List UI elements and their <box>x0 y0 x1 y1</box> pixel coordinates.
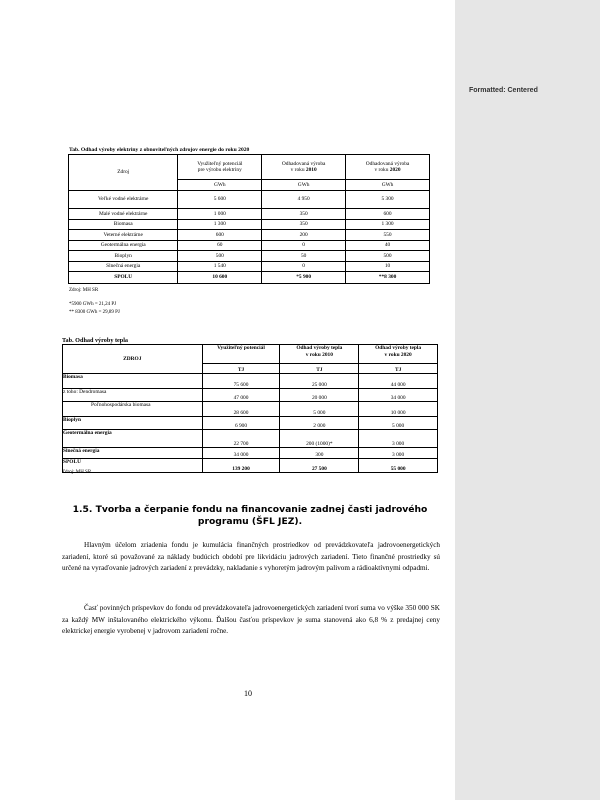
heat-table <box>62 344 438 473</box>
header-line: Odhadovaná výroba <box>365 160 410 167</box>
table1-note: ** 8300 GWh = 29,89 PJ <box>69 310 120 315</box>
header-line: v roku 2020 <box>384 351 412 358</box>
row-label: Slnečná energia <box>69 261 178 272</box>
cell-value: 6 900 <box>202 417 280 430</box>
cell-value: 550 <box>346 230 430 241</box>
cell-value: 44 000 <box>359 374 438 389</box>
cell-value: 10 <box>346 261 430 272</box>
cell-value: 500 <box>346 251 430 262</box>
table-row <box>69 230 430 241</box>
table-row <box>63 402 438 417</box>
header-line: v roku 2010 <box>305 351 333 358</box>
table2-caption: Tab. Odhad výroby tepla <box>62 337 129 344</box>
total-row <box>69 272 430 284</box>
cell-value: 4 950 <box>262 191 346 209</box>
total-row <box>63 459 438 473</box>
cell-value: 500 <box>178 251 262 262</box>
page-number: 10 <box>244 689 252 698</box>
cell-value: 28 600 <box>202 402 280 417</box>
cell-value: 5 300 <box>346 191 430 209</box>
header-line: v roku <box>290 167 306 173</box>
cell-value: 0 <box>262 261 346 272</box>
table-row <box>63 389 438 402</box>
cell-value: 20 000 <box>280 389 359 402</box>
table-row <box>63 430 438 448</box>
cell-value: 0 <box>262 240 346 251</box>
table-row <box>63 448 438 459</box>
header-year: 2020 <box>389 167 401 173</box>
row-label: Slnečná energia <box>63 448 203 459</box>
cell-value: 5 600 <box>178 191 262 209</box>
cell-value: 34 000 <box>202 448 280 459</box>
unit-cell: GWh <box>346 180 430 191</box>
row-label: Biomasa <box>69 219 178 230</box>
formatting-comment[interactable]: Formatted: Centered <box>469 87 538 94</box>
unit-cell: GWh <box>178 180 262 191</box>
table-row <box>63 417 438 430</box>
cell-value: 5 000 <box>280 402 359 417</box>
cell-value: 34 000 <box>359 389 438 402</box>
col-header-zdroj: Zdroj <box>69 155 178 191</box>
paragraph: Časť povinných príspevkov do fondu od prevádzkovateľa jadrovoenergetických zariadení tvorí suma vo výške 350 000 SK za každý MW inštalovaného elektrického výkonu. Ďalšou časťou príspevkov je suma stanovená ako 6,8 % z predajnej ceny elektrickej energie vyrobenej v jadrovom zariadení ročne. <box>62 604 440 636</box>
header-line: pre výrobu elektriny <box>197 167 242 173</box>
row-label: Malé vodné elektrárne <box>69 209 178 220</box>
col-header-potential <box>178 155 262 180</box>
unit-cell: TJ <box>359 364 438 374</box>
col-header-2020 <box>359 345 438 364</box>
cell-value: 60 <box>178 240 262 251</box>
table-row <box>69 209 430 220</box>
unit-cell: TJ <box>280 364 359 374</box>
comment-sidebar <box>455 0 600 800</box>
header-line: Využiteľný potenciál <box>197 160 243 167</box>
cell-value: 75 600 <box>202 374 280 389</box>
header-year: 2010 <box>305 167 317 173</box>
cell-value: 10 600 <box>178 272 262 284</box>
cell-value: 600 <box>346 209 430 220</box>
header-line: Odhadovaná výroba <box>281 160 326 167</box>
unit-cell: GWh <box>262 180 346 191</box>
table2-source: Zdroj: MH SR <box>62 470 92 475</box>
table-row <box>69 261 430 272</box>
cell-value: **8 300 <box>346 272 430 284</box>
table1-source: Zdroj: MH SR <box>69 288 99 293</box>
row-label: Veterné elektrárne <box>69 230 178 241</box>
table-row <box>63 374 438 389</box>
cell-value: 5 000 <box>359 417 438 430</box>
header-line: Odhad výroby tepla <box>375 345 422 351</box>
cell-value: 3 000 <box>359 448 438 459</box>
header-line: Odhad výroby tepla <box>296 345 343 351</box>
col-header-potential: Využiteľný potenciál <box>202 345 280 364</box>
cell-value: 2 000 <box>280 417 359 430</box>
table1-caption: Tab. Odhad výroby elektriny z obnoviteľných zdrojov energie do roku 2020 <box>69 147 250 153</box>
heading-line: 1.5. Tvorba a čerpanie fondu na financovanie zadnej časti jadrového <box>72 504 428 515</box>
row-label: SPOLU <box>63 459 203 473</box>
col-header-2020 <box>346 155 430 180</box>
cell-value: 200 (1000)* <box>280 430 359 448</box>
cell-value: 50 <box>262 251 346 262</box>
cell-value: 600 <box>178 230 262 241</box>
cell-value: 55 000 <box>359 459 438 473</box>
cell-value: 1 300 <box>178 219 262 230</box>
cell-value: 10 000 <box>359 402 438 417</box>
row-label: z toho: Dendromasa <box>63 389 203 402</box>
cell-value: 200 <box>262 230 346 241</box>
table-row <box>69 219 430 230</box>
col-header-2010 <box>280 345 359 364</box>
paragraph: Hlavným účelom zriadenia fondu je kumulácia finančných prostriedkov od prevádzkovateľa jadrovoenergetických zariadení, ktoré sú považované za náklady budúcich období pre likvidáciu jadrových zariadení. Tieto finančné prostriedky sú určené na vyraďovanie jadrových zariadení z prevádzky, nakladanie s vyhoretým jadrovým palivom a rádioaktívnymi odpadmi. <box>62 541 440 573</box>
col-header-zdroj: ZDROJ <box>63 345 203 374</box>
unit-cell: TJ <box>202 364 280 374</box>
row-label: Geotermálna energia <box>69 240 178 251</box>
row-label: SPOLU <box>69 272 178 284</box>
cell-value: 1 300 <box>346 219 430 230</box>
row-label: Veľké vodné elektrárne <box>69 191 178 209</box>
electricity-table <box>68 154 430 284</box>
col-header-2010 <box>262 155 346 180</box>
cell-value: 300 <box>280 448 359 459</box>
cell-value: 139 200 <box>202 459 280 473</box>
row-label: Bioplyn <box>69 251 178 262</box>
cell-value: 22 700 <box>202 430 280 448</box>
header-line: v roku <box>374 167 390 173</box>
cell-value: 350 <box>262 209 346 220</box>
row-label: Biomasa <box>63 374 203 389</box>
cell-value: 3 000 <box>359 430 438 448</box>
heading-line: programu (ŠFL JEZ). <box>197 516 303 527</box>
table1-note: *5900 GWh = 21,24 PJ <box>69 302 117 307</box>
cell-value: 27 500 <box>280 459 359 473</box>
cell-value: 1 000 <box>178 209 262 220</box>
table-row <box>69 240 430 251</box>
row-label: Bioplyn <box>63 417 203 430</box>
cell-value: *5 900 <box>262 272 346 284</box>
cell-value: 47 000 <box>202 389 280 402</box>
table-row <box>69 251 430 262</box>
cell-value: 350 <box>262 219 346 230</box>
cell-value: 1 540 <box>178 261 262 272</box>
table-row <box>69 191 430 209</box>
cell-value: 25 000 <box>280 374 359 389</box>
row-label: Geotermálna energia <box>63 430 203 448</box>
section-heading <box>70 504 430 528</box>
cell-value: 40 <box>346 240 430 251</box>
row-label: Poľnohospodárska biomasa <box>63 402 203 417</box>
